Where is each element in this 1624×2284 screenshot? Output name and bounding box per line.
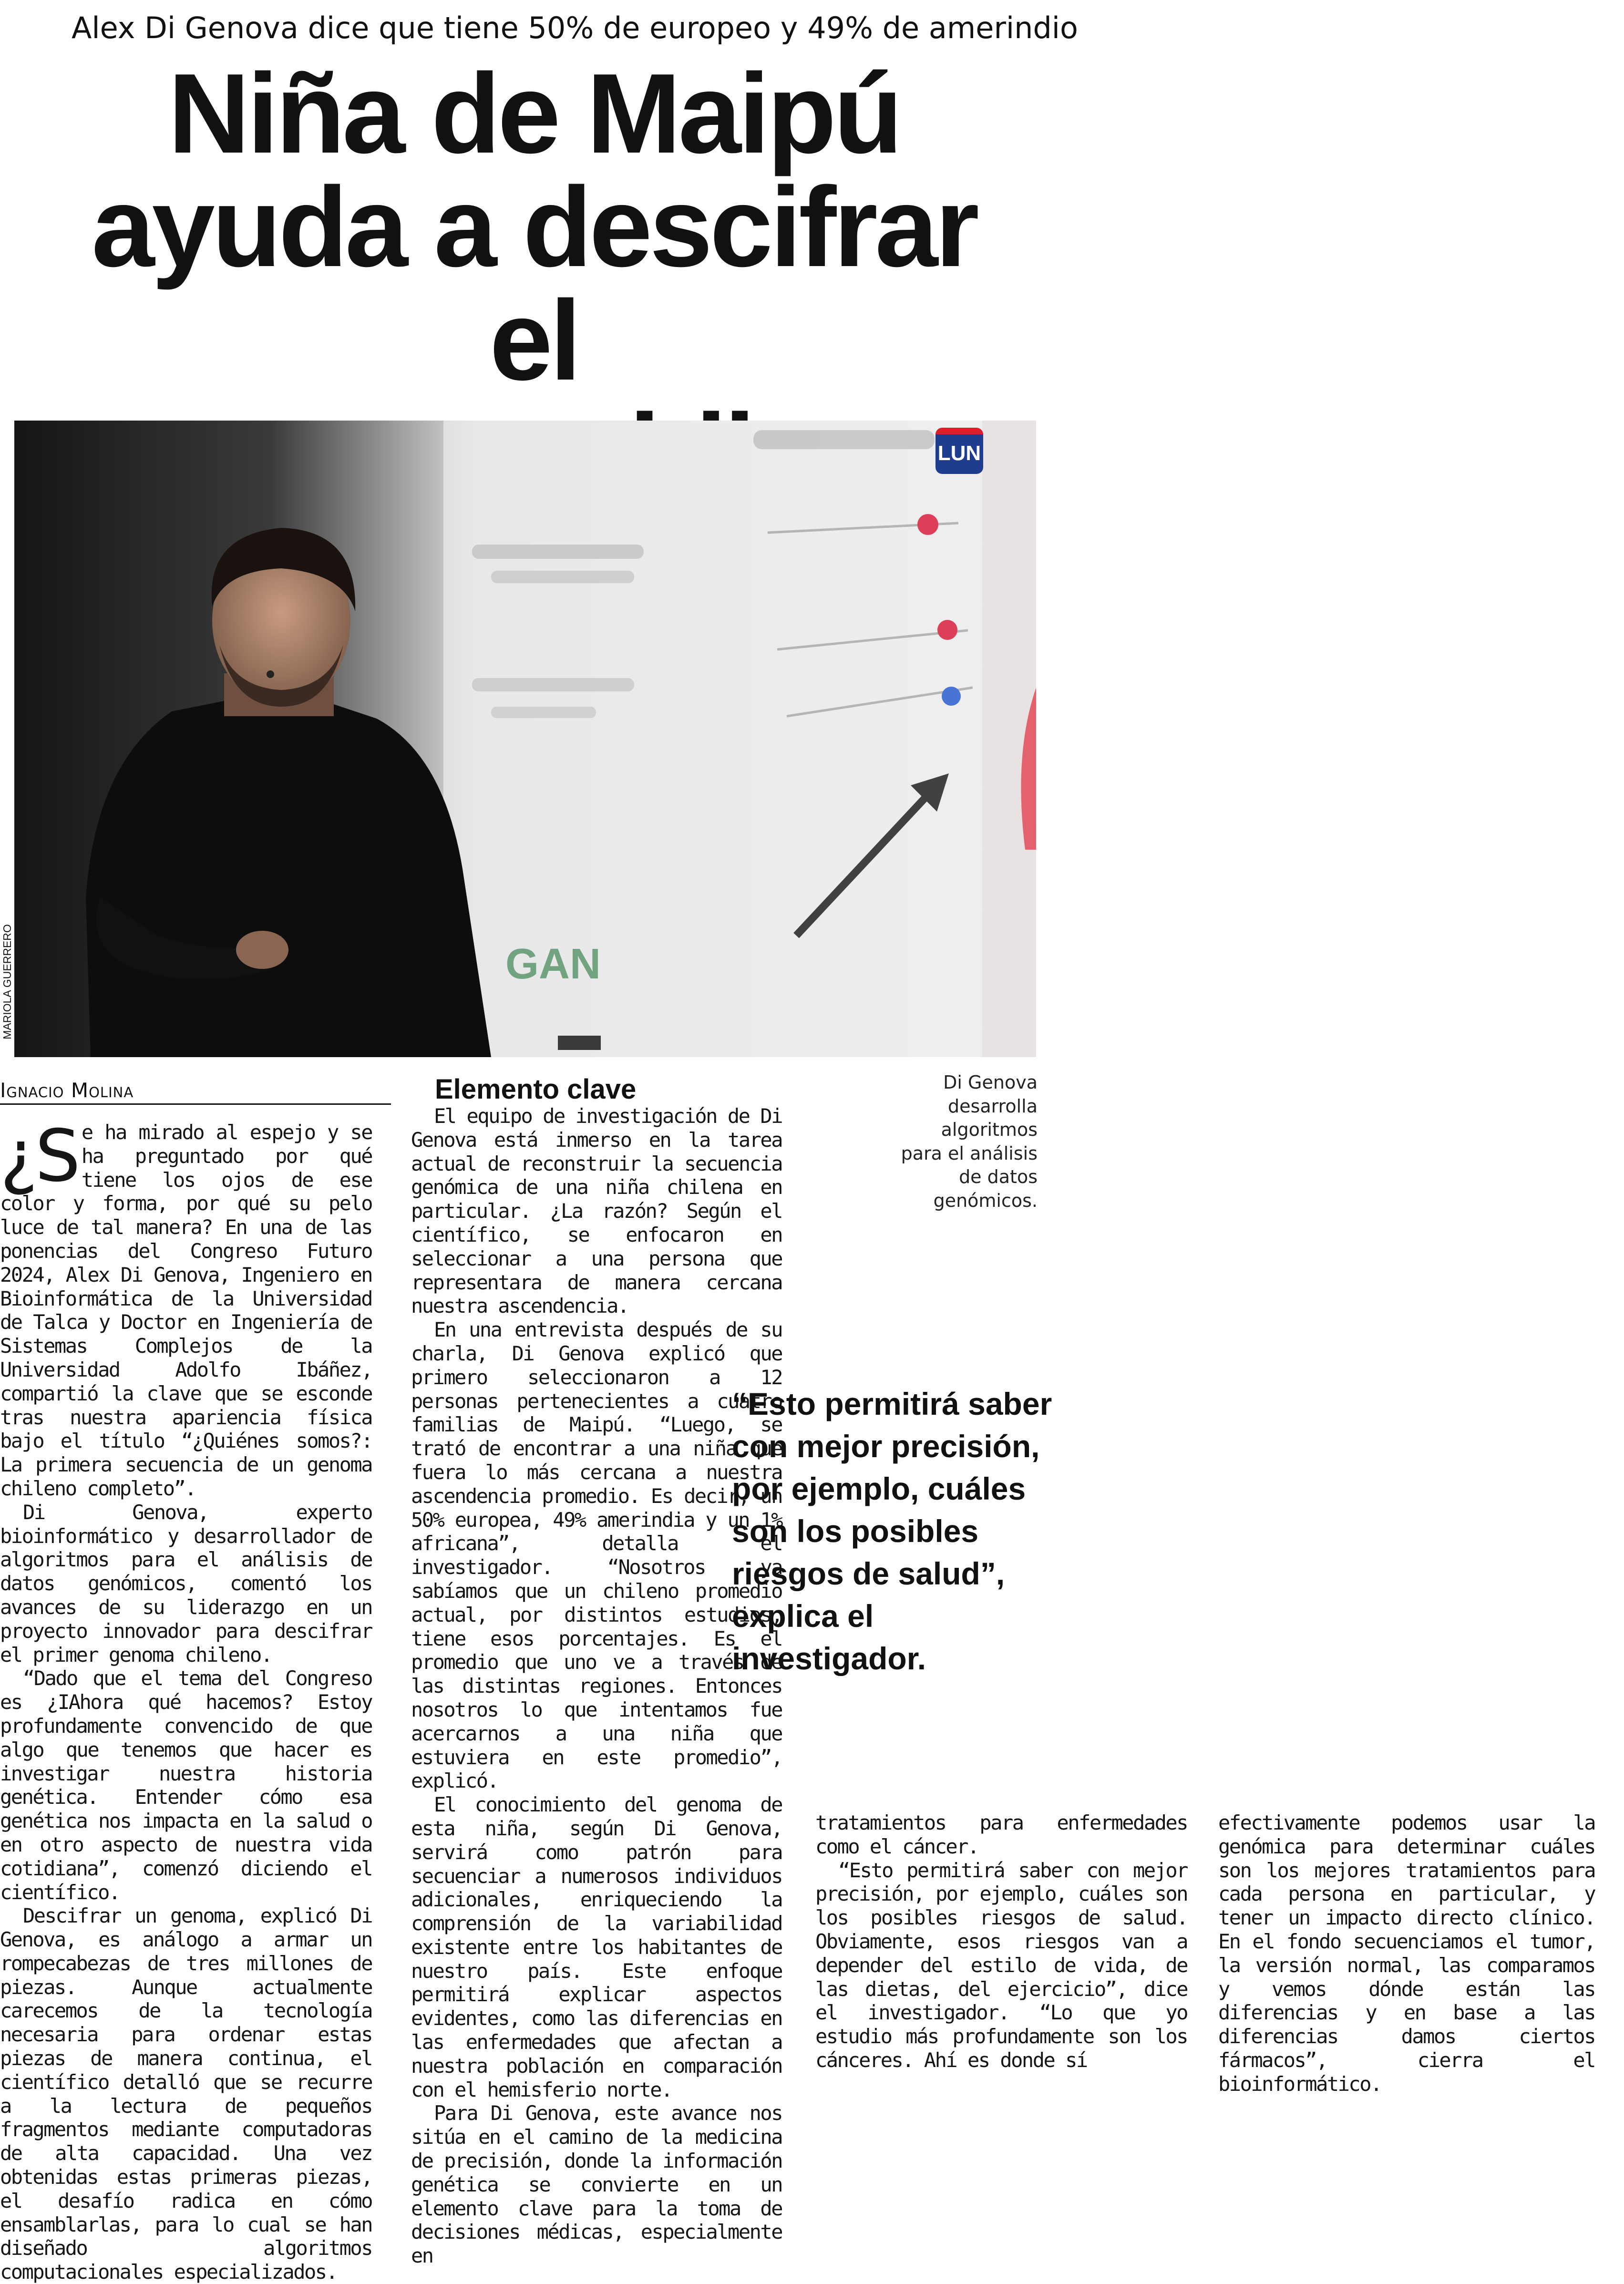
screen-text: GAN [505, 940, 601, 988]
byline-rule [0, 1103, 391, 1105]
photo-credit: MARIOLA GUERRERO [1, 924, 13, 1039]
column-1 [0, 1115, 372, 2284]
paragraph: “Esto permitirá saber con mejor precisión, por ejemplo, cuáles son los posibles riesgos de salud. Obviamente, esos riesgos van a depender del estilo de vida, de las dietas, del ejercicio”, dice el investigador. “Lo que yo estudio más profundamente son los cánceres. Ahí es donde sí [815, 1858, 1187, 2072]
caption-line: genómicos. [933, 1190, 1038, 1211]
caption-line: desarrolla [948, 1095, 1038, 1117]
headline-line-1: Niña de Maipú [168, 51, 900, 177]
lun-logo: LUN [935, 428, 983, 474]
paragraph: El equipo de investigación de Di Genova está inmerso en la tarea actual de reconstruir la secuencia genómica de una niña chilena en particular. ¿La razón? Según el científico, se enfocaron en seleccionar a una persona que representara de manera cercana nuestra ascendencia. [411, 1104, 782, 1318]
paragraph: efectivamente podemos usar la genómica para determinar cuáles son los mejores tratamientos para cada persona en particular, y tener un impacto directo clínico. En el fondo secuenciamos el tumor, la versión normal, las comparamos y vemos dónde están las diferencias y en base a las diferencias damos ciertos fármacos”, cierra el bioinformático. [1218, 1811, 1595, 2096]
drop-cap: ¿S [0, 1115, 78, 1198]
paragraph-text: e ha mirado al espejo y se ha preguntado por qué tiene los ojos de ese color y forma, por qué su pelo luce de tal manera? En una de las ponencias del Congreso Futuro 2024, Alex Di Genova, Ingeniero en Bioinformática de la Universidad de Talca y Doctor en Ingeniería de Sistemas Complejos de la Universidad Adolfo Ibáñez, compartió la clave que se esconde tras nuestra apariencia física bajo el título “¿Quiénes somos?: La primera secuencia de un genoma chileno completo”. [0, 1121, 372, 1500]
paragraph: Di Genova, experto bioinformático y desarrollador de algoritmos para el análisis de datos genómicos, comentó los avances de su liderazgo en un proyecto innovador para descifrar el primer genoma chileno. [0, 1500, 372, 1667]
column-4 [1218, 1811, 1595, 2096]
byline: Ignacio Molina [0, 1079, 134, 1102]
photo-caption [873, 1071, 1038, 1213]
caption-line: de datos [959, 1166, 1038, 1187]
paragraph: “Dado que el tema del Congreso es ¿IAhora qué hacemos? Estoy profundamente convencido de que algo que tenemos que hacer es investigar nuestra historia genética. Entender cómo esa genética nos impacta en la salud o en otro aspecto de nuestra vida cotidiana”, comenzó diciendo el científico. [0, 1667, 372, 1904]
paragraph [0, 1115, 372, 1501]
article-photo [14, 421, 1036, 1057]
paragraph: En una entrevista después de su charla, Di Genova explicó que primero seleccionaron a 12 personas pertenecientes a cuatro familias de Maipú. “Luego, se trató de encontrar a una niña que fuera lo más cercana a nuestra ascendencia promedio. Es decir, un 50% europea, 49% amerindia y un 1% africana”, detalla el investigador. “Nosotros ya sabíamos que un chileno promedio actual, por distintos estudios, tiene esos porcentajes. Es el promedio que uno ve a través de las distintas regiones. Entonces nosotros lo que intentamos fue acercarnos a una niña que estuviera en este promedio”, explicó. [411, 1318, 782, 1793]
section-heading: Elemento clave [435, 1074, 637, 1105]
caption-line: Di Genova [943, 1072, 1038, 1093]
paragraph: Para Di Genova, este avance nos sitúa en el camino de la medicina de precisión, donde la información genética se convierte en un elemento clave para la toma de decisiones médicas, especialmente en [411, 2101, 782, 2268]
paragraph: El conocimiento del genoma de esta niña, según Di Genova, servirá como patrón para secuenciar a numerosos individuos adicionales, enriqueciendo la comprensión de la variabilidad existente entre los habitantes de nuestro país. Este enfoque permitirá explicar aspectos evidentes, como las diferencias en las enfermedades que afectan a nuestra población en comparación con el hemisferio norte. [411, 1793, 782, 2101]
pull-quote: “Esto permitirá saber con mejor precisión, por ejemplo, cuáles son los posibles riesgos de salud”, explica el investigador. [732, 1386, 1052, 1676]
paragraph: Descifrar un genoma, explicó Di Genova, es análogo a armar un rompecabezas de tres millones de piezas. Aunque actualmente carecemos de la tecnología necesaria para ordenar estas piezas de manera continua, el científico detalló que se recurre a la lectura de pequeños fragmentos mediante computadoras de alta capacidad. Una vez obtenidas estas primeras piezas, el desafío radica en cómo ensamblarlas, para lo cual se han diseñado algoritmos computacionales especializados. [0, 1904, 372, 2284]
kicker: Alex Di Genova dice que tiene 50% de europeo y 49% de amerindio [72, 10, 1078, 45]
column-3 [815, 1811, 1187, 2072]
paragraph: tratamientos para enfermedades como el cáncer. [815, 1811, 1187, 1858]
caption-line: algoritmos [941, 1119, 1038, 1140]
column-2 [411, 1104, 782, 2268]
headline-line-2: ayuda a descifrar el [92, 164, 976, 404]
caption-line: para el análisis [901, 1142, 1038, 1164]
